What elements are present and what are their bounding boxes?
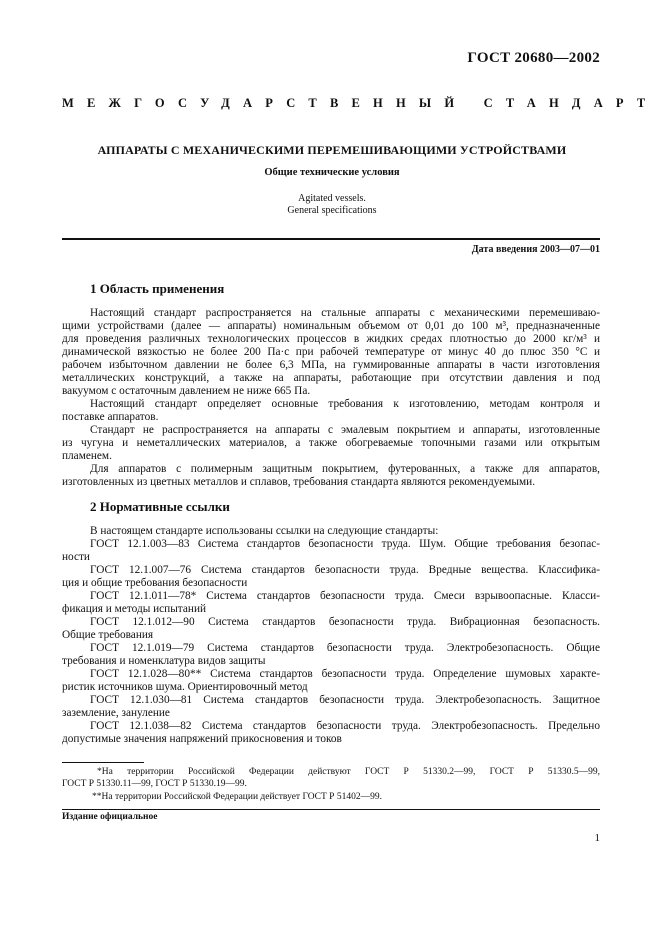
page-number: 1: [594, 832, 600, 844]
edition-label: Издание официальное: [62, 812, 158, 822]
section-2-line: ГОСТ 12.1.030—81 Система стандартов безопасности труда. Электробезопасность. Защитное: [90, 694, 600, 706]
section-2-line: фикация и методы испытаний: [62, 603, 207, 615]
edition-divider: [62, 809, 600, 810]
footnote-1-line-2: ГОСТ Р 51330.11—99, ГОСТ Р 51330.19—99.: [62, 779, 247, 789]
section-2-line: ГОСТ 12.1.012—90 Система стандартов безопасности труда. Вибрационная безопасность.: [90, 616, 600, 628]
english-title-line-2: General specifications: [287, 205, 377, 216]
document-subtitle: Общие технические условия: [264, 167, 400, 178]
section-1-line: из чугуна и неметаллических материалов, а также обогреваемые топочными газами или открытым: [62, 437, 600, 449]
section-2-line: ция и общие требования безопасности: [62, 577, 248, 589]
section-2-line: В настоящем стандарте использованы ссылки на следующие стандарты:: [90, 525, 439, 537]
section-2-line: Общие требования: [62, 629, 154, 641]
section-2-line: заземление, зануление: [62, 707, 170, 719]
section-1-line: металлических конструкций, а также на аппараты, работающие при отсутствии давления и под: [62, 372, 600, 384]
section-2-line: ГОСТ 12.1.019—79 Система стандартов безопасности труда. Электробезопасность. Общие: [90, 642, 600, 654]
section-2-line: допустимые значения напряжений прикосновения и токов: [62, 733, 342, 745]
section-1-line: динамической вязкостью не более 200 Па·с при рабочей температуре от минус 40 до плюс 350 °С и: [62, 346, 600, 358]
section-2-line: ГОСТ 12.1.003—83 Система стандартов безопасности труда. Шум. Общие требования безопас-: [90, 538, 600, 550]
section-2-line: ГОСТ 12.1.011—78* Система стандартов безопасности труда. Смеси взрывоопасные. Класси-: [90, 590, 600, 602]
section-1-line: рабочем избыточном давлении не более 6,3 МПа, на гуммированные аппараты в части изготовления: [62, 359, 600, 371]
section-1-heading: 1 Область применения: [90, 281, 225, 296]
section-1-line: Для аппаратов с полимерным защитным покрытием, футерованных, а также для аппаратов,: [90, 463, 600, 475]
interstate-standard-label: МЕЖГОСУДАРСТВЕННЫЙ СТАНДАРТ: [62, 96, 659, 110]
section-1-line: пламенем.: [62, 450, 112, 462]
section-2-line: ГОСТ 12.1.028—80** Система стандартов безопасности труда. Определение шумовых характе-: [90, 668, 600, 680]
section-2-line: ристик источников шума. Ориентировочный метод: [62, 681, 308, 693]
english-title: [62, 193, 602, 217]
section-2-line: требования и номенклатура видов защиты: [62, 655, 266, 667]
section-2-heading: 2 Нормативные ссылки: [90, 499, 230, 514]
title-divider: [62, 238, 600, 240]
gost-number: ГОСТ 20680—2002: [467, 50, 600, 66]
section-1-line: вакуумом с остаточным давлением не ниже 665 Па.: [62, 385, 311, 397]
section-1-line: изготовленных из цветных металлов и сплавов, требования стандарта являются рекомендуемыми.: [62, 476, 536, 488]
footnote-1-line-1: *На территории Российской Федерации действуют ГОСТ Р 51330.2—99, ГОСТ Р 51330.5—99,: [97, 767, 600, 777]
english-title-line-1: Agitated vessels.: [298, 193, 366, 204]
section-1-line: Стандарт не распространяется на аппараты с эмалевым покрытием и аппараты, изготовленные: [90, 424, 600, 436]
section-2-line: ГОСТ 12.1.007—76 Система стандартов безопасности труда. Вредные вещества. Классифика-: [90, 564, 600, 576]
section-1-line: щими устройствами (далее — аппараты) номинальным объемом от 0,01 до 100 м³, предназначенные: [62, 320, 600, 332]
footnote-divider: [62, 762, 144, 763]
footnote-2: **На территории Российской Федерации действует ГОСТ Р 51402—99.: [92, 792, 382, 802]
section-2-line: ности: [62, 551, 90, 563]
section-1-line: поставке аппаратов.: [62, 411, 159, 423]
section-1-line: для проведения различных технологических процессов в жидких средах плотностью до 2000 кг/м³ и: [62, 333, 600, 345]
section-1-line: Настоящий стандарт определяет основные требования к изготовлению, методам контроля и: [90, 398, 600, 410]
section-2-line: ГОСТ 12.1.038—82 Система стандартов безопасности труда. Электробезопасность. Предельно: [90, 720, 600, 732]
document-title: АППАРАТЫ С МЕХАНИЧЕСКИМИ ПЕРЕМЕШИВАЮЩИМИ УСТРОЙСТВАМИ: [97, 143, 567, 157]
section-1-line: Настоящий стандарт распространяется на стальные аппараты с механическими перемешиваю-: [90, 307, 600, 319]
introduction-date: Дата введения 2003—07—01: [471, 244, 600, 255]
